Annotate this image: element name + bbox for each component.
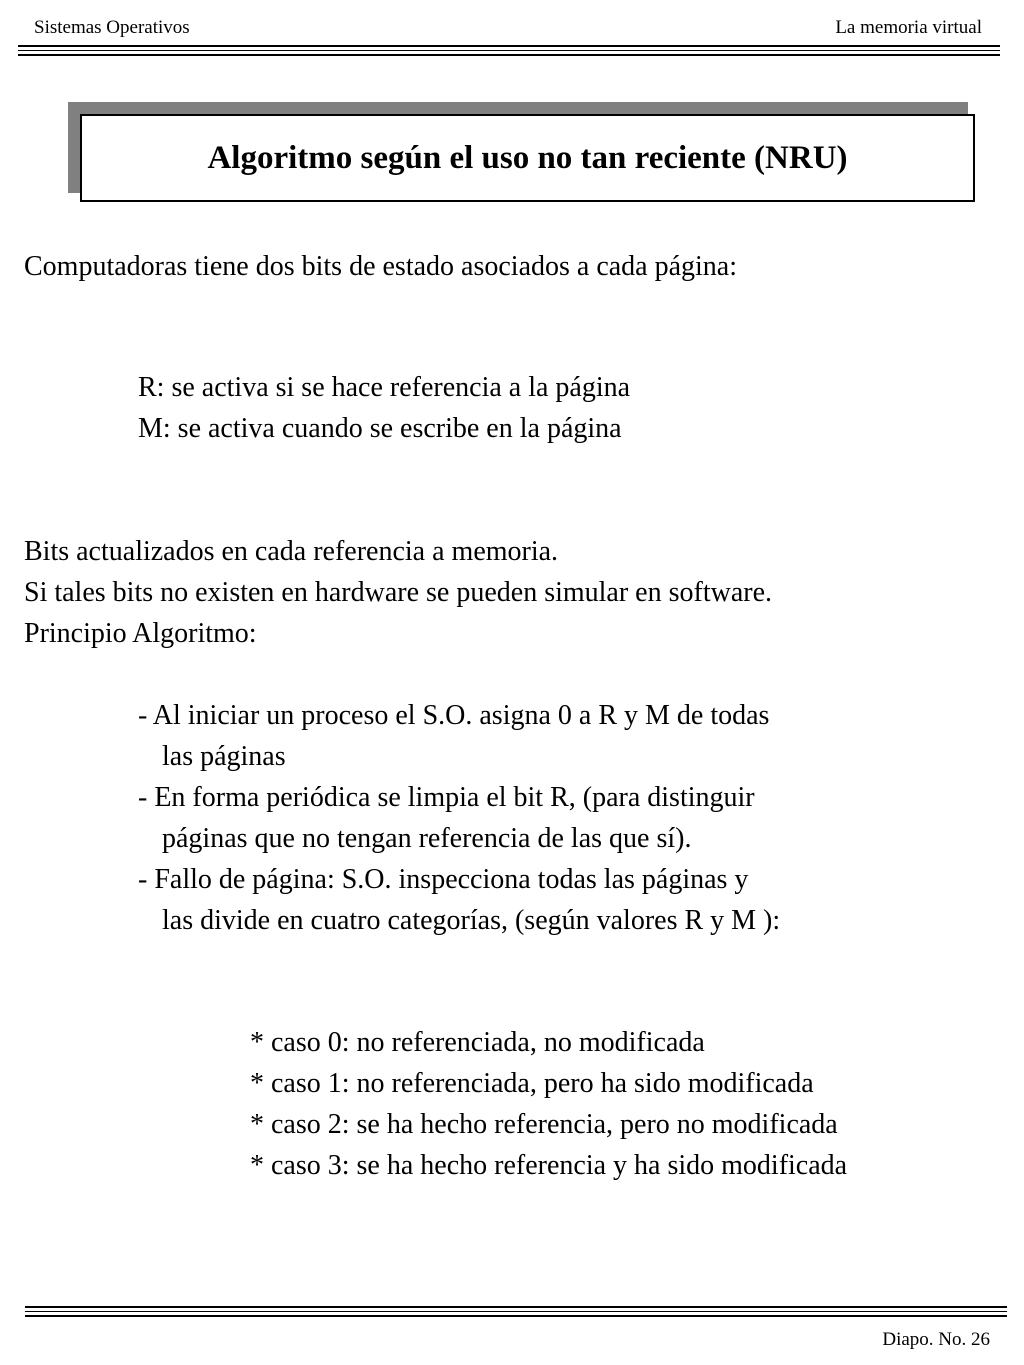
footer-rule-top	[25, 1306, 1007, 1308]
intro-text: Computadoras tiene dos bits de estado asociados a cada página:	[24, 251, 738, 282]
footer-rule-bottom	[25, 1315, 1007, 1317]
slide-title: Algoritmo según el uso no tan reciente (NRU)	[207, 140, 848, 176]
header-course-name: Sistemas Operativos	[34, 17, 190, 38]
algorithm-step-continuation: las divide en cuatro categorías, (según valores R y M ):	[162, 905, 781, 936]
bit-r-definition: R: se activa si se hace referencia a la página	[138, 372, 631, 403]
case-item: * caso 3: se ha hecho referencia y ha sido modificada	[250, 1150, 848, 1181]
algorithm-step: - Al iniciar un proceso el S.O. asigna 0 a R y M de todas	[138, 700, 770, 731]
algorithm-step: - En forma periódica se limpia el bit R, (para distinguir	[138, 782, 755, 813]
paragraph-line: Si tales bits no existen en hardware se pueden simular en software.	[24, 577, 773, 608]
paragraph-line: Bits actualizados en cada referencia a memoria.	[24, 536, 559, 567]
title-box	[80, 114, 975, 202]
bit-m-definition: M: se activa cuando se escribe en la página	[138, 413, 622, 444]
algorithm-step: - Fallo de página: S.O. inspecciona todas las páginas y	[138, 864, 749, 895]
header-rule-mid	[18, 50, 1000, 51]
algorithm-step-continuation: páginas que no tengan referencia de las que sí).	[162, 823, 692, 854]
header-rule-top	[18, 45, 1000, 47]
header-topic: La memoria virtual	[835, 17, 982, 38]
case-item: * caso 0: no referenciada, no modificada	[250, 1027, 705, 1058]
algorithm-step-continuation: las páginas	[162, 741, 286, 772]
footer-rule-mid	[25, 1311, 1007, 1312]
case-item: * caso 2: se ha hecho referencia, pero no modificada	[250, 1109, 838, 1140]
slide-number: Diapo. No. 26	[882, 1329, 990, 1350]
paragraph-line: Principio Algoritmo:	[24, 618, 257, 649]
case-item: * caso 1: no referenciada, pero ha sido modificada	[250, 1068, 814, 1099]
header-rule-bottom	[18, 54, 1000, 56]
